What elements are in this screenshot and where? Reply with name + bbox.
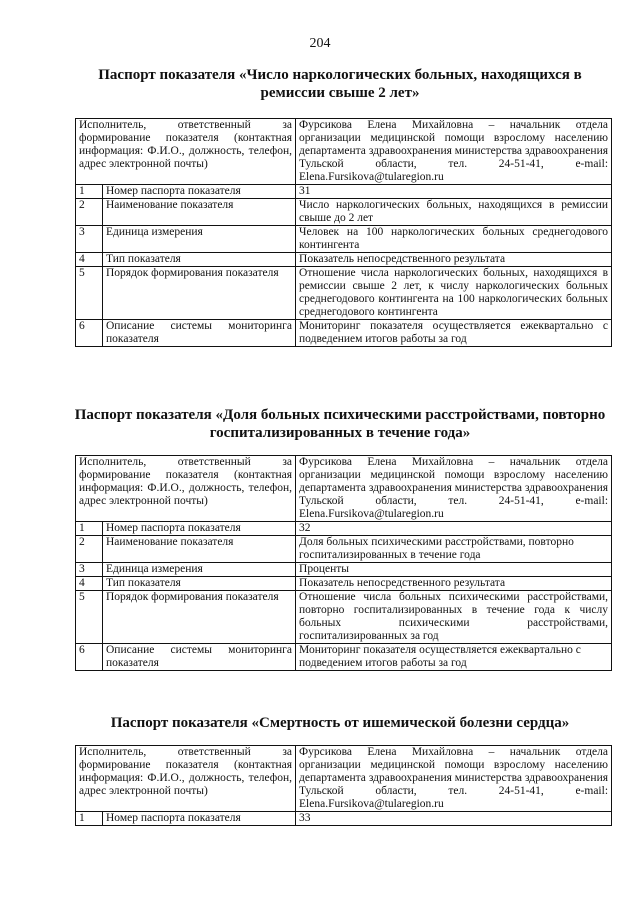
passport-1-title: Паспорт показателя «Число наркологических больных, находящихся в ремиссии свыше 2 лет» xyxy=(98,67,582,101)
row-label: Единица измерения xyxy=(103,563,296,577)
executor-label: Исполнитель, ответственный за формирование показателя (контактная информация: Ф.И.О., должность, телефон, адрес электронной почты) xyxy=(76,456,296,522)
row-label: Номер паспорта показателя xyxy=(103,812,296,826)
row-value: Показатель непосредственного результата xyxy=(296,253,612,267)
row-number: 4 xyxy=(76,577,103,591)
page-number: 204 xyxy=(309,36,331,51)
row-label: Наименование показателя xyxy=(103,199,296,226)
executor-row xyxy=(76,119,612,185)
executor-row xyxy=(76,746,612,812)
executor-value: Фурсикова Елена Михайловна – начальник отдела организации медицинской помощи взрослому населению департамента здравоохранения министерства здравоохранения Тульской области, тел. 24-51-41, e-mail: Elena.Fursikova@tularegion.ru xyxy=(296,119,612,185)
row-number: 1 xyxy=(76,522,103,536)
row-number: 1 xyxy=(76,812,103,826)
row-value: Отношение числа больных психическими расстройствами, повторно госпитализированных в течение года к числу больных психическими расстройствами, госпитализированных за год xyxy=(296,591,612,644)
row-label: Номер паспорта показателя xyxy=(103,185,296,199)
row-value: Мониторинг показателя осуществляется ежеквартально с подведением итогов работы за год xyxy=(296,320,612,347)
row-value: 33 xyxy=(296,812,612,826)
passport-1-table xyxy=(75,118,612,347)
executor-value: Фурсикова Елена Михайловна – начальник отдела организации медицинской помощи взрослому населению департамента здравоохранения министерства здравоохранения Тульской области, тел. 24-51-41, e-mail: Elena.Fursikova@tularegion.ru xyxy=(296,746,612,812)
row-label: Номер паспорта показателя xyxy=(103,522,296,536)
row-label: Описание системы мониторинга показателя xyxy=(103,644,296,671)
executor-label: Исполнитель, ответственный за формирование показателя (контактная информация: Ф.И.О., должность, телефон, адрес электронной почты) xyxy=(76,119,296,185)
executor-value: Фурсикова Елена Михайловна – начальник отдела организации медицинской помощи взрослому населению департамента здравоохранения министерства здравоохранения Тульской области, тел. 24-51-41, e-mail: Elena.Fursikova@tularegion.ru xyxy=(296,456,612,522)
row-value: Человек на 100 наркологических больных среднегодового контингента xyxy=(296,226,612,253)
row-value: Отношение числа наркологических больных, находящихся в ремиссии свыше 2 лет, к числу наркологических больных среднегодового контингента на 100 наркологических больных среднегодового контингента xyxy=(296,267,612,320)
row-number: 6 xyxy=(76,644,103,671)
row-label: Единица измерения xyxy=(103,226,296,253)
passport-3-table xyxy=(75,745,612,826)
row-label: Тип показателя xyxy=(103,253,296,267)
row-number: 4 xyxy=(76,253,103,267)
table-row xyxy=(76,563,612,577)
table-row xyxy=(76,591,612,644)
row-label: Тип показателя xyxy=(103,577,296,591)
row-value: Проценты xyxy=(296,563,612,577)
row-label: Порядок формирования показателя xyxy=(103,267,296,320)
executor-row xyxy=(76,456,612,522)
table-row xyxy=(76,267,612,320)
row-label: Порядок формирования показателя xyxy=(103,591,296,644)
table-row xyxy=(76,522,612,536)
row-label: Описание системы мониторинга показателя xyxy=(103,320,296,347)
row-value: 31 xyxy=(296,185,612,199)
row-number: 2 xyxy=(76,199,103,226)
row-number: 1 xyxy=(76,185,103,199)
row-value: Число наркологических больных, находящихся в ремиссии свыше до 2 лет xyxy=(296,199,612,226)
row-number: 3 xyxy=(76,226,103,253)
table-row xyxy=(76,253,612,267)
row-number: 5 xyxy=(76,591,103,644)
table-row xyxy=(76,185,612,199)
row-number: 3 xyxy=(76,563,103,577)
row-label: Наименование показателя xyxy=(103,536,296,563)
table-row xyxy=(76,644,612,671)
passport-2-table xyxy=(75,455,612,671)
row-value: Показатель непосредственного результата xyxy=(296,577,612,591)
table-row xyxy=(76,226,612,253)
table-row xyxy=(76,577,612,591)
row-value: Доля больных психическими расстройствами, повторно госпитализированных в течение года xyxy=(296,536,612,563)
passport-2-title: Паспорт показателя «Доля больных психическими расстройствами, повторно госпитализированных в течение года» xyxy=(74,407,606,441)
table-row xyxy=(76,320,612,347)
row-value: 32 xyxy=(296,522,612,536)
row-number: 5 xyxy=(76,267,103,320)
table-row xyxy=(76,812,612,826)
row-number: 2 xyxy=(76,536,103,563)
row-value: Мониторинг показателя осуществляется ежеквартально с подведением итогов работы за год xyxy=(296,644,612,671)
table-row xyxy=(76,536,612,563)
row-number: 6 xyxy=(76,320,103,347)
passport-3-title: Паспорт показателя «Смертность от ишемической болезни сердца» xyxy=(110,715,570,731)
table-row xyxy=(76,199,612,226)
executor-label: Исполнитель, ответственный за формирование показателя (контактная информация: Ф.И.О., должность, телефон, адрес электронной почты) xyxy=(76,746,296,812)
